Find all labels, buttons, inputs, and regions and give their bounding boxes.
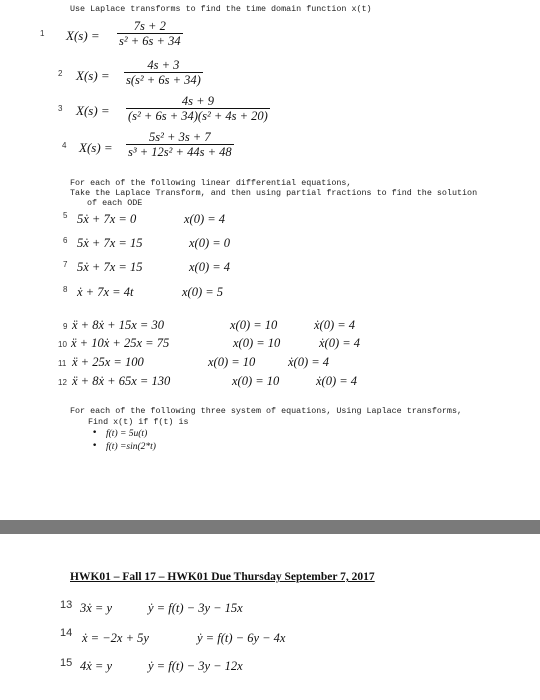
system-instruction-line: For each of the following three system of equations, Using Laplace transforms, xyxy=(70,406,463,416)
problem-number: 15 xyxy=(60,657,73,669)
denominator: (s² + 6s + 34)(s² + 4s + 20) xyxy=(128,109,268,123)
problem-number: 11 xyxy=(58,359,67,368)
initial-condition: x(0) = 10 xyxy=(230,318,278,332)
bullet-dot: • xyxy=(92,441,98,451)
initial-condition: x(0) = 4 xyxy=(184,212,226,226)
system-equation-1: ẋ = −2x + 5y xyxy=(82,631,149,645)
bullet-dot: • xyxy=(92,428,98,438)
bullet-item: f(t) =sin(2*t) xyxy=(106,442,156,452)
denominator: s³ + 12s² + 44s + 48 xyxy=(128,145,232,159)
problem-number: 2 xyxy=(58,69,63,78)
numerator: 7s + 2 xyxy=(133,19,166,33)
initial-condition: x(0) = 10 xyxy=(232,374,280,388)
denominator: s(s² + 6s + 34) xyxy=(126,73,201,87)
transform-fraction xyxy=(117,19,183,48)
transform-lhs: X(s) = xyxy=(66,28,100,43)
ode-equation: ẍ + 8ẋ + 15x = 30 xyxy=(72,318,164,332)
initial-condition: x(0) = 5 xyxy=(182,285,224,299)
initial-condition: ẋ(0) = 4 xyxy=(316,374,358,388)
initial-condition: ẋ(0) = 4 xyxy=(319,336,361,350)
ode-instruction-line: of each ODE xyxy=(87,198,143,208)
transform-fraction xyxy=(124,58,203,87)
problem-number: 10 xyxy=(58,340,67,349)
transform-lhs: X(s) = xyxy=(76,68,110,83)
transform-lhs: X(s) = xyxy=(76,103,110,118)
problem-number: 12 xyxy=(58,378,67,387)
problem-number: 8 xyxy=(63,285,68,294)
ode-instruction-line: Take the Laplace Transform, and then using partial fractions to find the solution xyxy=(70,188,478,198)
problem-number: 4 xyxy=(62,141,67,150)
problem-number: 6 xyxy=(63,236,68,245)
problem-number: 7 xyxy=(63,260,68,269)
ode-equation: 5ẋ + 7x = 15 xyxy=(77,260,143,274)
initial-condition: x(0) = 10 xyxy=(233,336,281,350)
system-equation-2: ẏ = f(t) − 6y − 4x xyxy=(197,631,286,645)
system-equation-2: ẏ = f(t) − 3y − 15x xyxy=(148,601,243,615)
initial-condition: x(0) = 0 xyxy=(189,236,231,250)
numerator: 4s + 3 xyxy=(147,58,180,72)
problem-number: 1 xyxy=(40,29,45,38)
system-equation-2: ẏ = f(t) − 3y − 12x xyxy=(148,659,243,673)
initial-condition: ẋ(0) = 4 xyxy=(314,318,356,332)
bullet-item: f(t) = 5u(t) xyxy=(106,429,148,439)
problem-number: 3 xyxy=(58,104,63,113)
numerator: 5s² + 3s + 7 xyxy=(149,130,211,144)
initial-condition: x(0) = 4 xyxy=(189,260,231,274)
initial-condition: ẋ(0) = 4 xyxy=(288,355,330,369)
ode-equation: 5ẋ + 7x = 15 xyxy=(77,236,143,250)
system-equation-1: 4ẋ = y xyxy=(80,659,113,673)
ode-equation: 5ẋ + 7x = 0 xyxy=(77,212,137,226)
problem-number: 14 xyxy=(60,627,73,639)
initial-condition: x(0) = 10 xyxy=(208,355,256,369)
ode-instruction-line: For each of the following linear differential equations, xyxy=(70,178,352,188)
transform-fraction xyxy=(126,94,270,123)
ode-equation: ẍ + 25x = 100 xyxy=(72,355,144,369)
ode-equation: ẍ + 8ẋ + 65x = 130 xyxy=(72,374,171,388)
problem-number: 13 xyxy=(60,599,73,611)
intro-text: Use Laplace transforms to find the time domain function x(t) xyxy=(70,4,372,14)
homework-title: HWK01 – Fall 17 – HWK01 Due Thursday September 7, 2017 xyxy=(70,571,375,583)
numerator: 4s + 9 xyxy=(181,94,214,108)
denominator: s² + 6s + 34 xyxy=(119,34,181,48)
problem-number: 9 xyxy=(63,322,68,331)
system-instruction-line: Find x(t) if f(t) is xyxy=(88,417,189,427)
system-equation-1: 3ẋ = y xyxy=(80,601,113,615)
page-separator xyxy=(0,520,540,534)
ode-equation: ẋ + 7x = 4t xyxy=(77,285,134,299)
transform-lhs: X(s) = xyxy=(79,140,113,155)
transform-fraction xyxy=(126,130,234,159)
problem-number: 5 xyxy=(63,211,68,220)
ode-equation: ẍ + 10ẋ + 25x = 75 xyxy=(71,336,170,350)
